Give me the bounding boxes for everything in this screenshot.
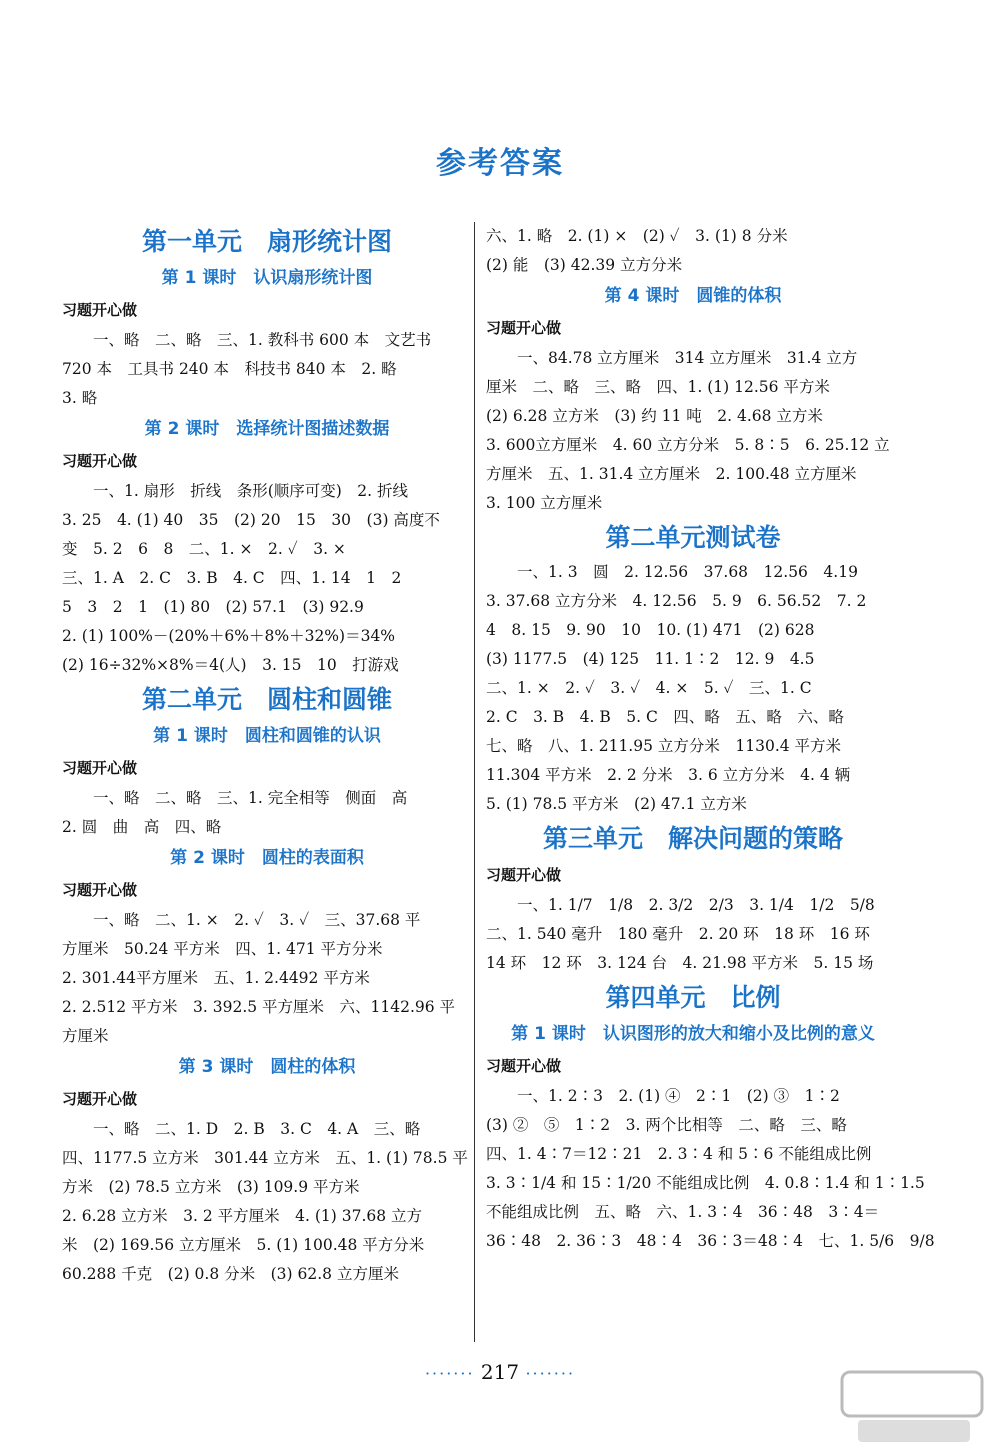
answer-line: 2. 6.28 立方米 3. 2 平方厘米 4. (1) 37.68 立方 (62, 1207, 423, 1225)
answer-line: 厘米 二、略 三、略 四、1. (1) 12.56 平方米 (486, 378, 830, 396)
lesson-heading: 第 1 课时 圆柱和圆锥的认识 (153, 726, 381, 746)
answer-line: 变 5. 2 6 8 二、1. × 2. ✓ 3. × (62, 540, 346, 558)
lesson-heading: 第 1 课时 认识扇形统计图 (161, 268, 373, 288)
right-column (486, 222, 935, 1256)
answer-line: (2) 6.28 立方米 (3) 约 11 吨 2. 4.68 立方米 (486, 407, 823, 425)
answer-line: 六、1. 略 2. (1) × (2) ✓ 3. (1) 8 分米 (486, 227, 788, 245)
answer-line: 方厘米 (62, 1027, 109, 1045)
answer-line: 2. 圆 曲 高 四、略 (62, 818, 222, 836)
answer-line: 一、1. 3 圆 2. 12.56 37.68 12.56 4.19 (517, 563, 858, 581)
answer-line: 4 8. 15 9. 90 10 10. (1) 471 (2) 628 (486, 621, 815, 639)
answer-line: 一、略 二、1. D 2. B 3. C 4. A 三、略 (93, 1120, 421, 1138)
answer-line: 3. 600立方厘米 4. 60 立方分米 5. 8∶5 6. 25.12 立 (486, 436, 890, 454)
section-label: 习题开心做 (486, 866, 562, 884)
answer-line: 米 (2) 169.56 立方厘米 5. (1) 100.48 平方分米 (62, 1236, 425, 1254)
answer-line: 3. 37.68 立方分米 4. 12.56 5. 9 6. 56.52 7. 2 (486, 592, 867, 610)
answer-line: (3) ② ⑤ 1∶2 3. 两个比相等 二、略 三、略 (486, 1116, 847, 1134)
answer-line: 一、略 二、略 三、1. 教科书 600 本 文艺书 (93, 331, 432, 349)
answer-line: 3. 100 立方厘米 (486, 494, 603, 512)
left-column (62, 222, 472, 1289)
watermark-logo-icon (838, 1368, 988, 1446)
answer-line: 11.304 平方米 2. 2 分米 3. 6 立方分米 4. 4 辆 (486, 766, 851, 784)
answer-line: 方米 (2) 78.5 立方米 (3) 109.9 平方米 (62, 1178, 360, 1196)
answer-line: 不能组成比例 五、略 六、1. 3∶4 36∶48 3∶4＝ (486, 1203, 880, 1221)
answer-line: 2. 2.512 平方米 3. 392.5 平方厘米 六、1142.96 平 (62, 998, 456, 1016)
answer-line: 5 3 2 1 (1) 80 (2) 57.1 (3) 92.9 (62, 598, 364, 616)
answer-line: 14 环 12 环 3. 124 台 4. 21.98 平方米 5. 15 场 (486, 954, 874, 972)
answer-line: 5. (1) 78.5 平方米 (2) 47.1 立方米 (486, 795, 747, 813)
answer-line: 一、略 二、略 三、1. 完全相等 侧面 高 (93, 789, 408, 807)
section-label: 习题开心做 (486, 1057, 562, 1075)
unit-heading: 第一单元 扇形统计图 (141, 227, 392, 256)
answer-line: 一、略 二、1. × 2. ✓ 3. ✓ 三、37.68 平 (93, 911, 421, 929)
answer-line: 七、略 八、1. 211.95 立方分米 1130.4 平方米 (486, 737, 842, 755)
answer-line: 36∶48 2. 36∶3 48∶4 36∶3＝48∶4 七、1. 5/6 9/8 (486, 1232, 935, 1250)
answer-line: 2. 301.44平方厘米 五、1. 2.4492 平方米 (62, 969, 370, 987)
section-label: 习题开心做 (62, 759, 138, 777)
footer-dots-right: ······· (525, 1364, 576, 1383)
section-label: 习题开心做 (62, 301, 138, 319)
lesson-heading: 第 2 课时 圆柱的表面积 (170, 848, 364, 868)
answer-line: 一、1. 2∶3 2. (1) ④ 2∶1 (2) ③ 1∶2 (517, 1087, 840, 1105)
answer-line: 60.288 千克 (2) 0.8 分米 (3) 62.8 立方厘米 (62, 1265, 399, 1283)
answer-line: 3. 25 4. (1) 40 35 (2) 20 15 30 (3) 高度不 (62, 511, 440, 529)
answer-line: (3) 1177.5 (4) 125 11. 1∶2 12. 9 4.5 (486, 650, 815, 668)
answer-line: 一、1. 1/7 1/8 2. 3/2 2/3 3. 1/4 1/2 5/8 (517, 896, 875, 914)
page-number: 217 (480, 1360, 520, 1384)
lesson-heading: 第 1 课时 认识图形的放大和缩小及比例的意义 (511, 1024, 875, 1044)
answer-line: 二、1. × 2. ✓ 3. ✓ 4. × 5. ✓ 三、1. C (486, 679, 812, 697)
section-label: 习题开心做 (486, 319, 562, 337)
section-label: 习题开心做 (62, 1090, 138, 1108)
answer-line: 720 本 工具书 240 本 科技书 840 本 2. 略 (62, 360, 397, 378)
answer-line: 四、1177.5 立方米 301.44 立方米 五、1. (1) 78.5 平 (62, 1149, 468, 1167)
answer-line: (2) 16÷32%×8%＝4(人) 3. 15 10 打游戏 (62, 656, 399, 674)
footer-dots-left: ······· (424, 1364, 475, 1383)
unit-heading: 第三单元 解决问题的策略 (542, 824, 843, 853)
answer-line: 3. 3∶1/4 和 15∶1/20 不能组成比例 4. 0.8∶1.4 和 1∶1.5 (486, 1174, 925, 1192)
answer-line: 一、1. 扇形 折线 条形(顺序可变) 2. 折线 (93, 482, 409, 500)
answer-line: 2. C 3. B 4. B 5. C 四、略 五、略 六、略 (486, 708, 844, 726)
column-divider (474, 222, 475, 1342)
lesson-heading: 第 3 课时 圆柱的体积 (178, 1057, 356, 1077)
answer-line: 三、1. A 2. C 3. B 4. C 四、1. 14 1 2 (62, 569, 402, 587)
lesson-heading: 第 4 课时 圆锥的体积 (604, 286, 782, 306)
answer-line: 一、84.78 立方厘米 314 立方厘米 31.4 立方 (517, 349, 858, 367)
unit-heading: 第二单元测试卷 (605, 523, 781, 552)
section-label: 习题开心做 (62, 881, 138, 899)
answer-line: (2) 能 (3) 42.39 立方分米 (486, 256, 683, 274)
answer-line: 2. (1) 100%－(20%＋6%＋8%＋32%)＝34% (62, 627, 396, 645)
section-label: 习题开心做 (62, 452, 138, 470)
answer-line: 方厘米 50.24 平方米 四、1. 471 平方分米 (62, 940, 383, 958)
answer-line: 四、1. 4∶7＝12∶21 2. 3∶4 和 5∶6 不能组成比例 (486, 1145, 872, 1163)
page-title: 参考答案 (436, 146, 564, 181)
answer-line: 方厘米 五、1. 31.4 立方厘米 2. 100.48 立方厘米 (486, 465, 857, 483)
unit-heading: 第四单元 比例 (605, 983, 781, 1012)
answer-line: 3. 略 (62, 389, 98, 407)
unit-heading: 第二单元 圆柱和圆锥 (141, 685, 392, 714)
lesson-heading: 第 2 课时 选择统计图描述数据 (144, 419, 390, 439)
answer-line: 二、1. 540 毫升 180 毫升 2. 20 环 18 环 16 环 (486, 925, 870, 943)
